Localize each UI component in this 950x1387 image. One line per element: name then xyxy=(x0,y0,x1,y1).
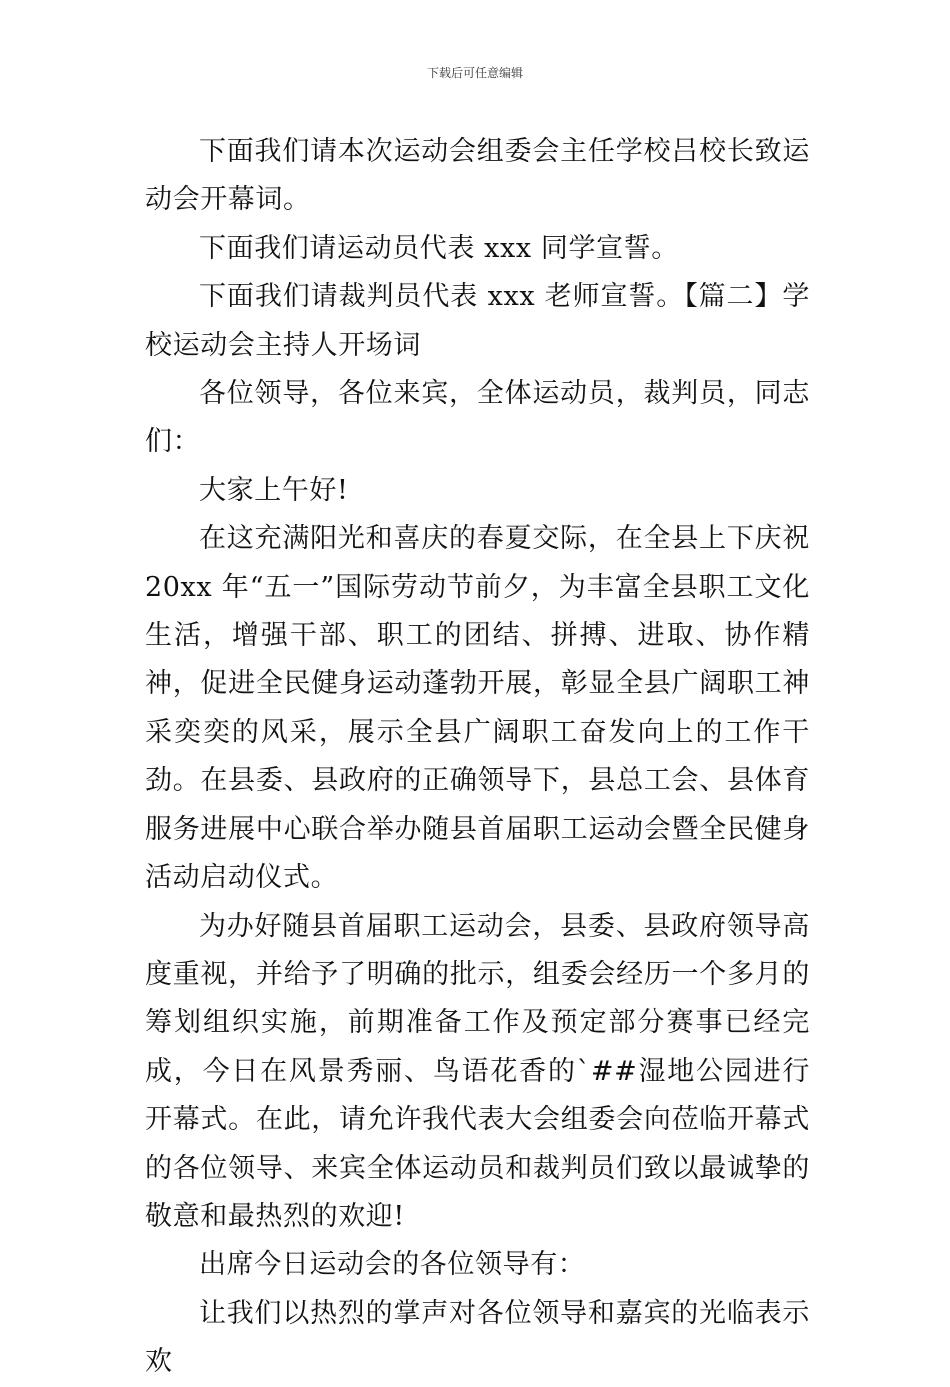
paragraph-referee-oath: 下面我们请裁判员代表 xxx 老师宣誓。【篇二】学校运动会主持人开场词 xyxy=(145,281,810,361)
paragraph-introduction: 在这充满阳光和喜庆的春夏交际，在全县上下庆祝 20xx 年“五一”国际劳动节前夕，为丰富全县职工文化生活，增强干部、职工的团结、拼搏、进取、协作精神，促进全民健身运动蓬勃开展，彰显全县广阔职工神采奕奕的风采，展示全县广阔职工奋发向上的工作干劲。在县委、县政府的正确领导下，县总工会、县体育服务进展中心联合举办随县首届职工运动会暨全民健身活动启动仪式。 xyxy=(145,523,810,894)
paragraph-applause: 让我们以热烈的掌声对各位领导和嘉宾的光临表示欢 xyxy=(145,1297,810,1378)
paragraph-athlete-oath: 下面我们请运动员代表 xxx 同学宣誓。 xyxy=(199,232,679,264)
paragraph-preparation: 为办好随县首届职工运动会，县委、县政府领导高度重视，并给予了明确的批示，组委会经历一个多月的筹划组织实施，前期准备工作及预定部分赛事已经完成，今日在风景秀丽、鸟语花香的`##湿地公园进行开幕式。在此，请允许我代表大会组委会向莅临开幕式的各位领导、来宾全体运动员和裁判员们致以最诚挚的敬意和最热烈的欢迎! xyxy=(145,910,810,1232)
paragraph-opening-speech: 下面我们请本次运动会组委会主任学校吕校长致运动会开幕词。 xyxy=(145,136,810,216)
paragraph-attending-leaders: 出席今日运动会的各位领导有： xyxy=(199,1249,586,1281)
page-header: 下载后可任意编辑 xyxy=(426,66,523,80)
document-body xyxy=(145,128,810,1387)
paragraph-salutation: 各位领导，各位来宾，全体运动员，裁判员，同志们： xyxy=(145,378,810,458)
paragraph-greeting: 大家上午好! xyxy=(199,474,349,506)
